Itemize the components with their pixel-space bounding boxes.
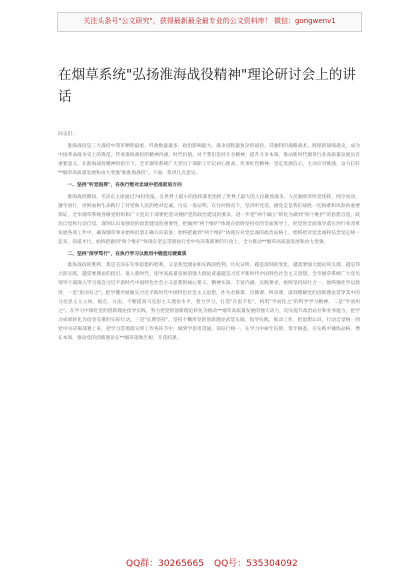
section-2-paragraph: 淮海战役的胜利，我是毛泽东军事思想的胜利，又是我党理论和实践的胜利。历史证明，越是深刻的变化，越需要强大理论的支撑，越是伟大的实践，越需要理论的指引。进入新时代，指导高质量发展的强大理论武器就是习近平新时代中国特色社会主义思想。全市烟草系统广大党员领导干部深入学习领会习近平新时代中国特色社会主义思想的核心要义、精神实质、丰富内涵、实践要求，始终坚持知行合一、始终强化学以致用，一是"思而有之"。把学懂弄通做实习近平新时代中国特色社会主义思想，作为必修课、首修课、终身课，深刻理解党的创新理论贯穿其中的马克思主义立场、观点、方法，不断提高马克思主义理论水平，着力学习，打造"在思不化"，构筑"学而化之"的科学学习精神，二是"学而用之"。在学习中深化党的创新理论指导实践，努力把党的创新理论转化为推动**烟草高质量发展的强大动力，切实提升政治站位和业务能力，把学习成果转化为攻坚克难的实际行动。三是"长期坚持"。坚持不懈用党的创新理论武装头脑、指导实践、推动工作，把思想认识、行动自觉统一到党中央决策部署上来，把学习贯彻落实到工作各环节中，做到学思用贯通、知信行统一，在学习中树牢信仰、筑牢根基，在实践中锤炼品格、增长本领，推动党的创新理论在**烟草落地生根、开花结果。 — [58, 263, 360, 341]
promo-banner-text: 关注头条号"公文研究"，获得最新最全最专业的公文资料库！ 微信：gongwenv1 — [83, 17, 336, 25]
section-1-heading: 一、坚持"听党指挥"，在执行绝对忠诚中把准前进方向 — [67, 183, 182, 189]
qq-number-text: QQ号：535304092 — [214, 559, 298, 569]
section-1-paragraph: 淮海战役期间，毛泽东主席通过74封电报，在世界上最小的指挥部里指挥了世界上最大的人民解放战争。人民解放军听党指挥，闻令而动，遵令而行，用鲜血和生命践行了对党和人民的绝对忠诚。历史一再证明，在任何情况下，坚决听党话，跟党走是我们战胜一切困难和风险的重要保证。全市烟草系统各级党组织和广大党员干部要把坚决拥护党的政治建设的要求，进一步把"两个确立"转化为做到"两个维护"的思想自觉、政治自觉和行动自觉。深刻认识加强党的政治建设的重要性，把做到"两个维护"体现在始终坚持党的全面领导上，把党的全面领导落实到行业改革发展各项工作中，确保烟草事业始终沿着正确方向前进；始终把做到"两个维护"体现在对党忠诚的政治品格上，始终把对党忠诚和信念坚定统一起来，知道才行，始终把做到"两个维护"体现在坚定贯彻执行党中央决策部署的行动上，全力推动**烟草高质量发展和由大变强。 — [58, 194, 360, 246]
qq-group-text: QQ群：30265665 — [126, 559, 204, 569]
section-2-heading: 二、坚持"深学笃行"，在执行学习以致用中锻造过硬素质 — [67, 252, 187, 258]
footer-contacts — [0, 558, 408, 574]
greeting: 同志们： — [58, 132, 78, 137]
promo-banner — [57, 12, 362, 32]
document-body — [58, 130, 360, 346]
document-title: 在烟草系统"弘扬淮海战役精神"理论研讨会上的讲话 — [58, 67, 356, 105]
intro-paragraph: 淮海战役是三大战役中我军牺牲最重、歼敌数量最多、政治影响最大、战争进程最复杂的战役。其独特的战略战术、辉煌的战绩战史，成为中国革命战争史上的典范。传承淮海战役的精神内涵，时代价值。对于我们坚持斗争精神，提升斗争本领，推动新时代烟草行业高质量发展具有重要意义。在淮海战役精神的指引下，全市烟草系统广大党员干部职工牢记初心使命，传承红色精神，坚定发展信心，主动应对挑战，奋力打好**烟草高质量发展和由大变强"新淮海战役"。下面，我讲几点意见。 — [58, 144, 360, 177]
